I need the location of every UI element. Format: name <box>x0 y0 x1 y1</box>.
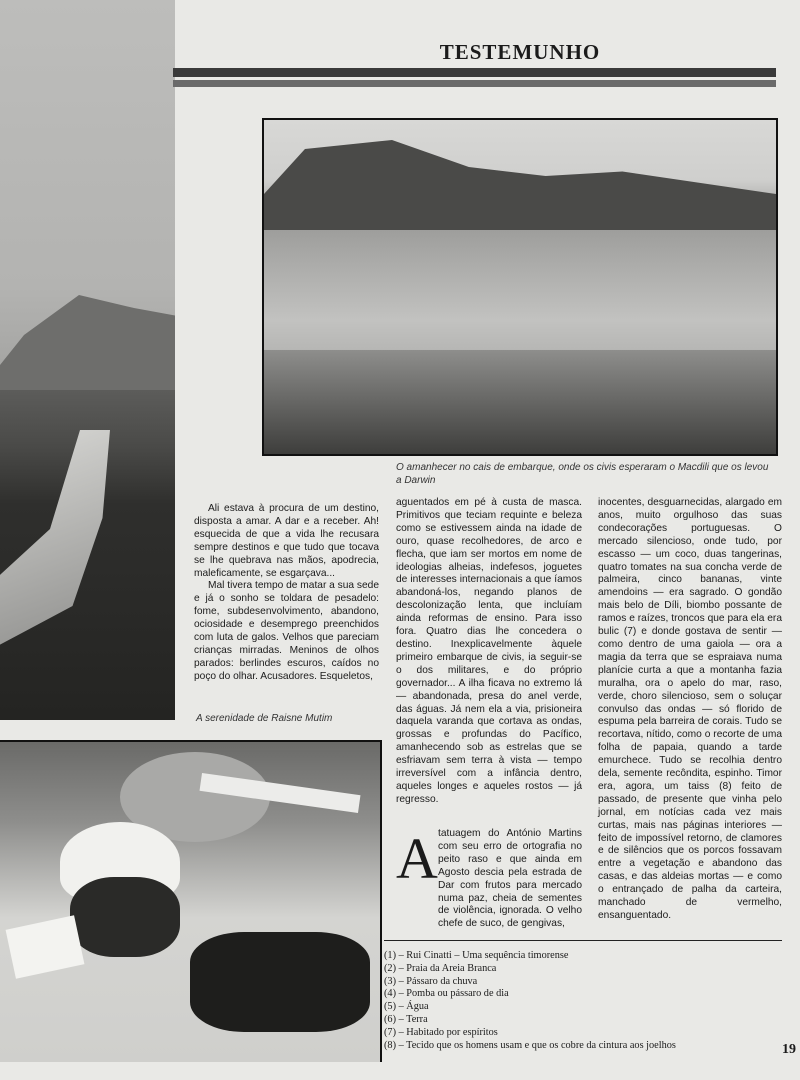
paper-shape <box>6 915 85 978</box>
article-column-2: aguentados em pé à custa de masca. Primitivos que teciam requinte e beleza como se estivessem ainda na idade de ouro, quase recolhedores, de arco e flecha, que iam ser mortos em nome de ideologias alheias, indefesos, joguetes de interesses internacionais a que íamos abandoná-los, negando planos de descolonização lenta, que incluíam ainda reformas de ensino. Para isso fora. Quatro dias lhe concedera o destino. Inexplicavelmente àquele primeiro embarque de civis, ia seguir-se o dos militares, e do próprio governador... A ilha ficava no extremo lá — abandonada, presa do anel verde, das águas. Já nem ela a via, prisioneira daquela varanda que cortava as ondas, grossas e profundas do Pacífico, amanhecendo sob as estrelas que se esfriavam sem terra à vista — tempo irreversível com a infância dentro, aqueles longes e aqueles rostos — já regresso. <box>396 497 582 805</box>
footnote: (1) – Rui Cinatti – Uma sequência timorense <box>384 950 569 961</box>
header-bar-top <box>173 68 776 77</box>
photo-coast-boat <box>0 0 175 720</box>
page-number: 19 <box>782 1042 796 1057</box>
article-column-3: inocentes, desguarnecidas, alargado em anos, muito orgulhoso das suas condecorações portuguesas. O mercado silencioso, onde tudo, por escasso — um coco, duas tangerinas, quatro tomates na sua concha verde de palmeira, cinco bananas, vinte amendoins — era sagrado. O gondão mais belo de Díli, biombo possante de ramos e raízes, troncos que para ela era bulic (7) e donde gostava de sentir — como dentro de uma gaiola — ora a magia da terra que se espraiava numa planície curta a que a montanha fazia muralha, ora o apelo do mar, raso, verde, choro silencioso, sem o soluçar convulso das ondas — só florido de espuma pela barreira de corais. Tudo se recortava, nítido, como o recorte de uma folha de papaia, quando a tarde emurchece. Tudo se recolhia dentro dela, semente recôndita, espinho. Timor era, agora, um taiss (8) feito de passado, de presente que vinha pelo jornal, em notícias cada vez mais curtas, mais nas páginas interiores — feito de impossível retorno, de clamores e de silêncios que os porcos fossavam entre a vegetação e abandono das casas, e das aldeias mortas — e como o entrançado de palha da carteira, manchado de vermelho, ensanguentado. <box>598 497 782 921</box>
paragraph: tatuagem do António Martins com seu erro de ortografia no peito raso e que ainda em Agosto descia pela estrada de Dar com frutos para mercado numa paz, cheia de sementes de violência, ignorada. O velho chefe de suco, de gengivas, <box>438 828 582 930</box>
hair-shape <box>70 877 180 957</box>
paragraph: Mal tivera tempo de matar a sua sede e já o sonho se toldara de pesadelo: fome, subdesenvolvimento, abandono, ociosidade e desemprego preenchidos com luta de galos. Velhos que pareciam crianças mirradas. Meninos de olhos parados: berlindes escuros, caídos no poço do olhar. Acusadores. Esqueletos, <box>194 580 380 682</box>
footnote: (2) – Praia da Areia Branca <box>384 962 497 974</box>
section-title: TESTEMUNHO <box>439 40 601 64</box>
caption-left-photo: A serenidade de Raisne Mutim <box>196 713 333 724</box>
header-bar-bottom <box>173 80 776 87</box>
footnote: (3) – Pássaro da chuva <box>384 975 478 987</box>
bag-shape <box>190 932 370 1032</box>
photo-woman-writing <box>0 740 382 1062</box>
footnote-rule <box>384 940 782 941</box>
hills-shape <box>264 140 776 230</box>
photo-dawn-pier <box>262 118 778 456</box>
caption-top-photo: O amanhecer no cais de embarque, onde os civis esperaram o Macdili que os levou a Darwin <box>396 462 769 486</box>
footnote: (5) – Água <box>384 1001 429 1013</box>
footnote: (8) – Tecido que os homens usam e que os cobre da cintura aos joelhos <box>384 1039 676 1051</box>
article-column-2-continued <box>396 828 582 931</box>
drop-cap: A <box>396 826 438 891</box>
mountain-shape <box>0 290 175 390</box>
article-column-1 <box>194 503 379 684</box>
footnote: (7) – Habitado por espíritos <box>384 1026 498 1038</box>
footnote: (4) – Pomba ou pássaro de dia <box>384 988 509 1000</box>
footnotes <box>384 950 784 1052</box>
shore-shape <box>264 350 776 454</box>
footnote: (6) – Terra <box>384 1013 428 1025</box>
boat-shape <box>0 430 140 650</box>
paragraph: Ali estava à procura de um destino, disposta a amar. A dar e a receber. Ah! esquecida de que a vida lhe recusara sempre destinos e que tudo que tocava se lhe quebrava nas mãos, apodrecia, maleficamente, se esgarçava... <box>194 503 379 579</box>
